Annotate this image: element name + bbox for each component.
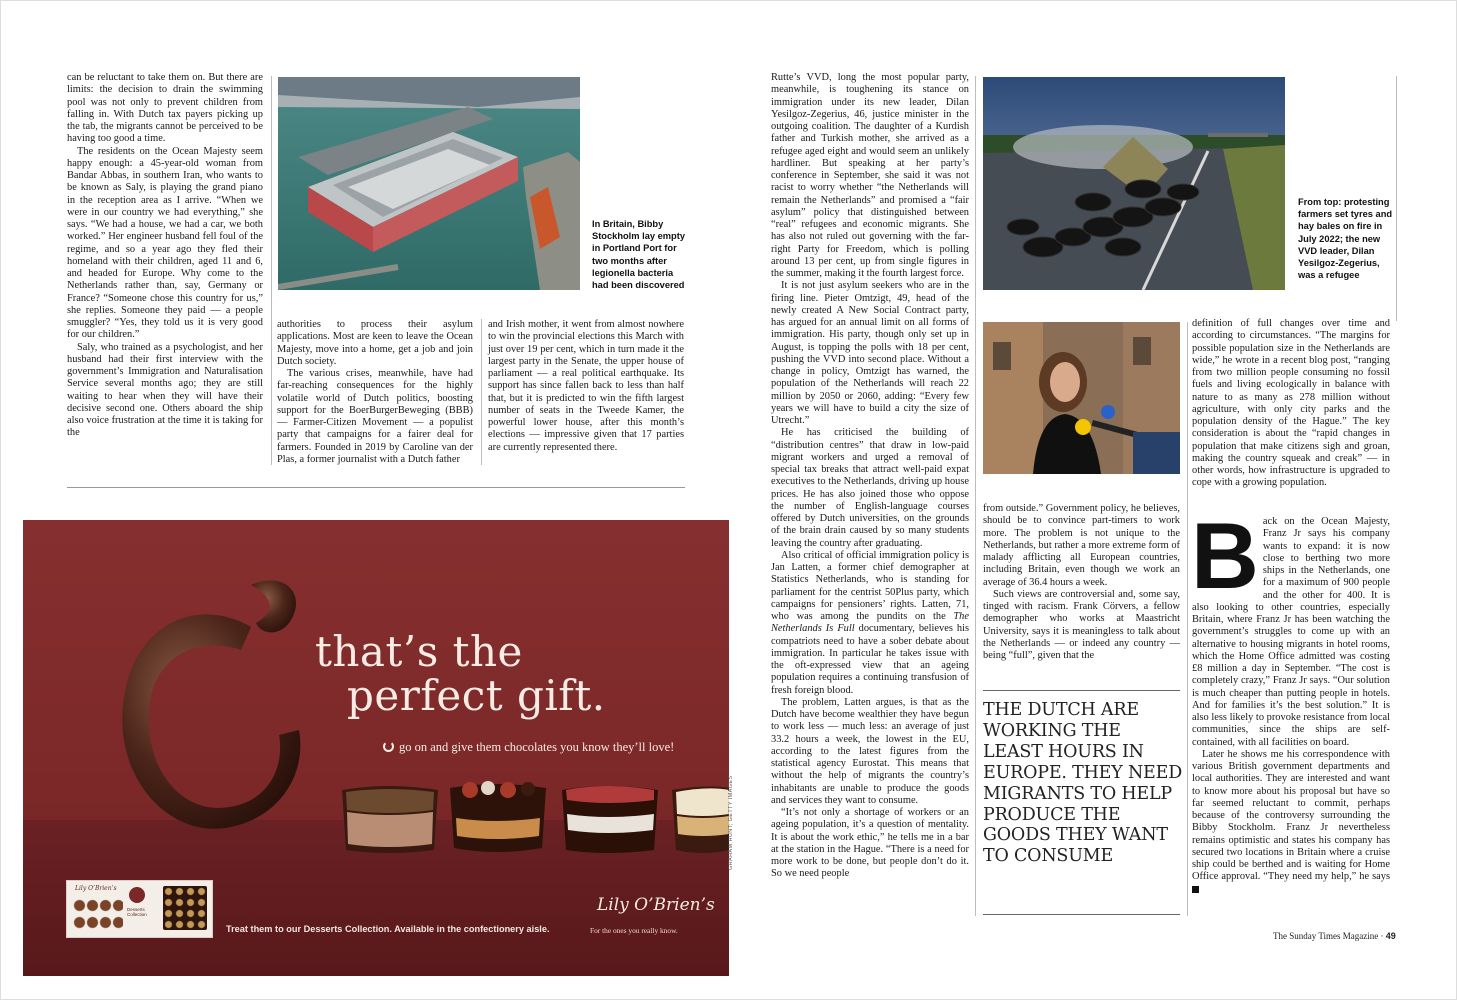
page-folio: The Sunday Times Magazine · 49	[1273, 931, 1396, 941]
drop-cap: B	[1191, 503, 1259, 608]
barge-photo	[278, 77, 580, 290]
advert-footer-text: Treat them to our Desserts Collection. Available in the confectionery aisle.	[226, 924, 550, 934]
dessert-cup	[342, 786, 438, 853]
politician-photo	[983, 322, 1180, 474]
column-rule	[481, 319, 482, 465]
dessert-cups-image	[338, 778, 729, 858]
advert-headline: that’s the perfect gift.	[315, 627, 606, 720]
pack-chocolates	[163, 886, 207, 930]
section-divider	[67, 487, 685, 488]
article-column-6-continued: Back on the Ocean Majesty, Franz Jr says his company wants to expand: it is now close to berthing two more ships in the Netherlands, one for a maximum of 900 people and the other for 400. It is also looking to other countries, especially Britain, where Franz Jr has been watching the government’s struggles to come up with an alternative to housing migrants in hotel rooms, which the Home Office admitted was costing £8 million a day in September. “The cost is completely crazy,” Franz Jr says. “Our solution is much cheaper than putting people in hotels. And for families it’s the best solution.” It is also less likely to provoke resistance from local communities, since the ships are self-contained, with all facilities on board. Later he shows me his correspondence with various British government departments and local authorities. They are interested and want to know more about his proposal but have so far seemed reluctant to commit, perhaps because of the controversy surrounding the Bibby Stockholm. Franz Jr nevertheless remains optimistic and states his company has secured two locations in Britain where a cruise ship could be berthed and is waiting for Home Office approval. “They need my help,” he says	[1192, 516, 1390, 896]
brand-tagline: For the ones you really know.	[590, 926, 678, 935]
column-rule	[975, 76, 976, 916]
dessert-cup	[450, 781, 546, 852]
pull-quote-rule	[983, 914, 1180, 915]
dessert-cup	[562, 786, 658, 853]
pull-quote: THE DUTCH ARE WORKING THE LEAST HOURS IN EUROPE. THEY NEED MIGRANTS TO HELP PRODUCE THE GOODS THEY WANT TO CONSUME	[983, 700, 1183, 867]
pack-brand: Lily O’Brien’s	[75, 885, 117, 892]
chocolate-advert[interactable]	[23, 520, 729, 976]
product-pack-image	[66, 880, 213, 938]
advert-tagline: go on and give them chocolates you know they’ll love!	[383, 740, 674, 755]
photo-credit: GRAHAM HUNT; GETTY IMAGES	[728, 775, 734, 870]
dessert-cup	[672, 786, 729, 853]
article-column-5: from outside.” Government policy, he believes, should be to convince part-timers to work more. The problem is not unique to the Netherlands, but rather a more extreme form of malady afflicting all European countries, including Britain, even though we work an average of 36.4 hours a week. Such views are controversial and, some say, tinged with racism. Frank Cörvers, a fellow demographer who works at Maastricht University, says it is meaningless to talk about the Netherlands — or indeed any country — being “full”, given that the	[983, 503, 1180, 661]
column-rule	[1396, 76, 1397, 321]
column-rule	[271, 76, 272, 465]
pull-quote-rule	[983, 690, 1180, 691]
pack-logo-mark	[129, 887, 145, 903]
pack-label: Desserts Collection	[127, 907, 147, 917]
chocolate-swirl-graphic	[101, 565, 321, 855]
article-column-3: and Irish mother, it went from almost nowhere to win the provincial elections this March with just over 19 per cent, which in turn made it the largest party in the Senate, the upper house of parliament — a real political earthquake. Its support has since fallen back to less than half that, but it is predicted to win the fifth largest number of seats in the Tweede Kamer, the powerful lower house, after this month’s elections — impressive given that 17 parties are currently represented there.	[488, 319, 684, 453]
barge-caption: In Britain, Bibby Stockholm lay empty in Portland Port for two months after legionella bacteria had been discovered	[592, 219, 685, 291]
article-column-6: definition of full changes over time and according to circumstances. “The margins for possible population size in the Netherlands are wide,” he wrote in a recent blog post, “ranging from two million people consuming no fossil fuels and living ecologically in balance with nature to as many as 278 million without agriculture, with only city parks and the population density of the Hague.” The key consideration is about the “rapid changes in population that make citizens sigh and groan, making the country squeak and creak” — in other words, how infrastructure is upgraded to cope with a growing population.	[1192, 318, 1390, 489]
brand-logo[interactable]: Lily O’Brien’s	[597, 895, 715, 915]
end-of-article-icon	[1192, 886, 1199, 893]
column-rule	[1187, 322, 1188, 916]
article-column-2: authorities to process their asylum applications. Most are keen to leave the Ocean Majesty, move into a home, get a job and join Dutch society. The various crises, meanwhile, have had far-reaching consequences for the highly volatile world of Dutch politics, boosting support for the BoerBurgerBeweging (BBB) — Farmer-Citizen Movement — a populist party that campaigns for a fairer deal for farmers. Founded in 2019 by Caroline van der Plas, a former journalist with a Dutch father	[277, 319, 473, 465]
article-column-4: Rutte’s VVD, long the most popular party, meanwhile, is toughening its stance on immigration under its new leader, Dilan Yesilgoz-Zegerius, 46, justice minister in the outgoing coalition. The daughter of a Kurdish father and Turkish mother, she arrived as a refugee aged eight and would seem an unlikely hardliner. But speaking at her party’s conference in September, she said it was not racist to worry whether “the Netherlands will remain the Netherlands” and promised a “fair asylum” policy that distinguished between “real” refugees and economic migrants. She has also not ruled out governing with the far-right Party for Freedom, which is polling around 13 per cent, up from single figures in the summer, making it the fourth largest force. It is not just asylum seekers who are in the firing line. Pieter Omtzigt, 49, head of the newly created A New Social Contract party, has argued for an annual limit on all forms of immigration. His party, though only set up in August, is topping the polls with 18 per cent, pushing the VVD into second place. Without a change in policy, Omtzigt has warned, the population of the Netherlands will reach 22 million by 2050 or 2060, adding: “Every few years we will have to build a city the size of Utrecht.” He has criticised the building of “distribution centres” that draw in low-paid migrant workers and urged a removal of special tax breaks that attract well-paid expat executives to the Netherlands, driving up house prices. He has also joined those who oppose the number of English-language courses offered by Dutch universities, on the grounds of the brain drain caused by so many students leaving the country after graduating. Also critical of official immigration policy is Jan Latten, a former chief demographer at Statistics Netherlands, who is standing for parliament for the centrist 50Plus party, which campaigns for pensioners’ rights. Latten, 71, who was among the pundits on the The Netherlands Is Full documentary, believes his compatriots need to have a sober debate about immigration. In particular he takes issue with the oft-expressed view that an ageing population requires a continuing transfusion of fresh foreign blood. The problem, Latten argues, is that as the Dutch have become wealthier they have begun to work less — much less: an average of just 33.2 hours a week, the lowest in the EU, according to the latest figures from the statistical agency Eurostat. This means that without the help of migrants the country’s inhabitants are unable to produce the goods and services they want to consume. “It’s not only a shortage of workers or an ageing population, it’s a question of mentality. It is about the work ethic,” he tells me in a bar at the station in the Hague. “There is a need for more work to be done, but people don’t do it. So we need people	[771, 72, 970, 880]
pack-cups	[73, 897, 123, 931]
protest-photo	[983, 77, 1285, 290]
brand-ring-icon	[383, 741, 394, 752]
article-column-1: can be reluctant to take them on. But there are limits: the decision to drain the swimming pool was not only to prevent children from falling in. With Dutch tax payers picking up the tab, the migrants cannot be perceived to be having too good a time. The residents on the Ocean Majesty seem happy enough: a 45-year-old woman from Bandar Abbas, in southern Iran, who wants to be known as Saly, is playing the grand piano in the reception area as I arrive. “When we were in our country we had everything,” she says. “We had a house, we had a car, we both worked.” Her engineer husband fell foul of the regime, and so a year ago they fled their homeland with their children, aged 11 and 6, and headed for Europe. Why come to the Netherlands rather than, say, Germany or France? “Someone chose this country for us,” she replies. Someone they paid — a people smuggler? “Yes, they told us it is very good for our children.” Saly, who trained as a psychologist, and her husband had their first interview with the government’s Immigration and Naturalisation Service several months ago; they are still waiting to hear when they will have their decisive second one. Others aboard the ship also voice frustration at the time it is taking for the	[67, 72, 263, 439]
protest-caption: From top: protesting farmers set tyres and hay bales on fire in July 2022; the new VVD leader, Dilan Yesilgoz-Zegerius, was a refugee	[1298, 197, 1393, 281]
